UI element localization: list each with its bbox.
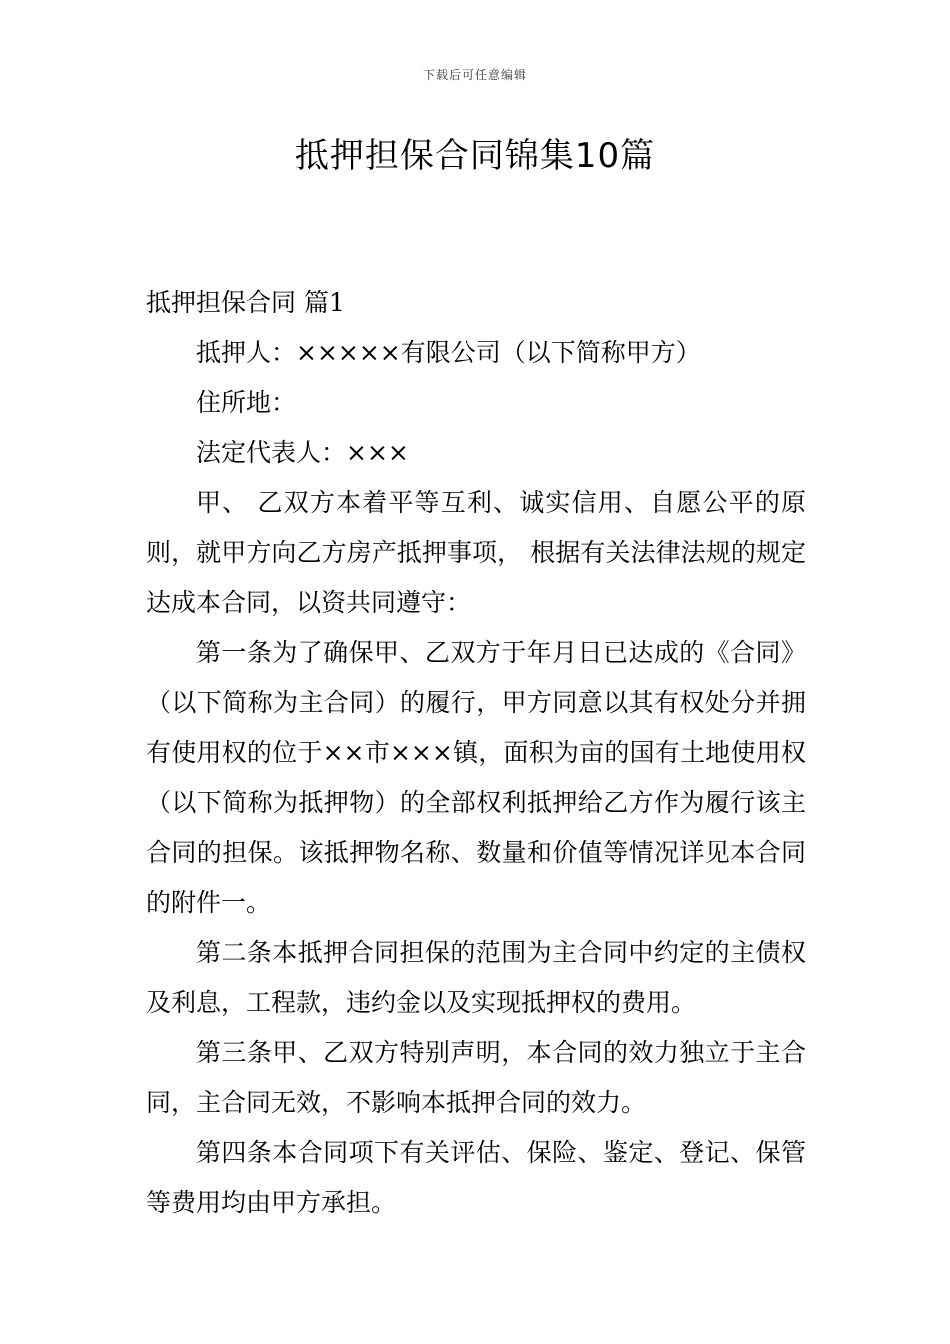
- paragraph-mortgagor: 抵押人：×××××有限公司（以下简称甲方）: [196, 338, 701, 367]
- document-title: 抵押担保合同锦集10篇: [294, 136, 656, 176]
- paragraph-article-1: 第一条为了确保甲、乙双方于年月日已达成的《合同》（以下简称为主合同）的履行，甲方同意以其有权处分并拥有使用权的位于××市×××镇，面积为亩的国有土地使用权（以下简称为抵押物）的全部权利抵押给乙方作为履行该主合同的担保。该抵押物名称、数量和价值等情况详见本合同的附件一。: [146, 638, 806, 917]
- paragraph-preamble: 甲、 乙双方本着平等互利、诚实信用、自愿公平的原则，就甲方向乙方房产抵押事项， 根据有关法律法规的规定达成本合同，以资共同遵守：: [146, 488, 806, 617]
- paragraph-article-3: 第三条甲、乙双方特别声明，本合同的效力独立于主合同，主合同无效，不影响本抵押合同的效力。: [146, 1038, 806, 1117]
- section-heading: 抵押担保合同 篇1: [146, 288, 345, 317]
- document-body: [146, 278, 806, 1228]
- paragraph-legal-representative: 法定代表人：×××: [196, 438, 409, 467]
- paragraph-address: 住所地：: [196, 388, 297, 417]
- header-note: 下载后可任意编辑: [422, 68, 527, 82]
- paragraph-article-4: 第四条本合同项下有关评估、保险、鉴定、登记、保管等费用均由甲方承担。: [146, 1138, 806, 1217]
- paragraph-article-2: 第二条本抵押合同担保的范围为主合同中约定的主债权及利息，工程款，违约金以及实现抵押权的费用。: [146, 938, 806, 1017]
